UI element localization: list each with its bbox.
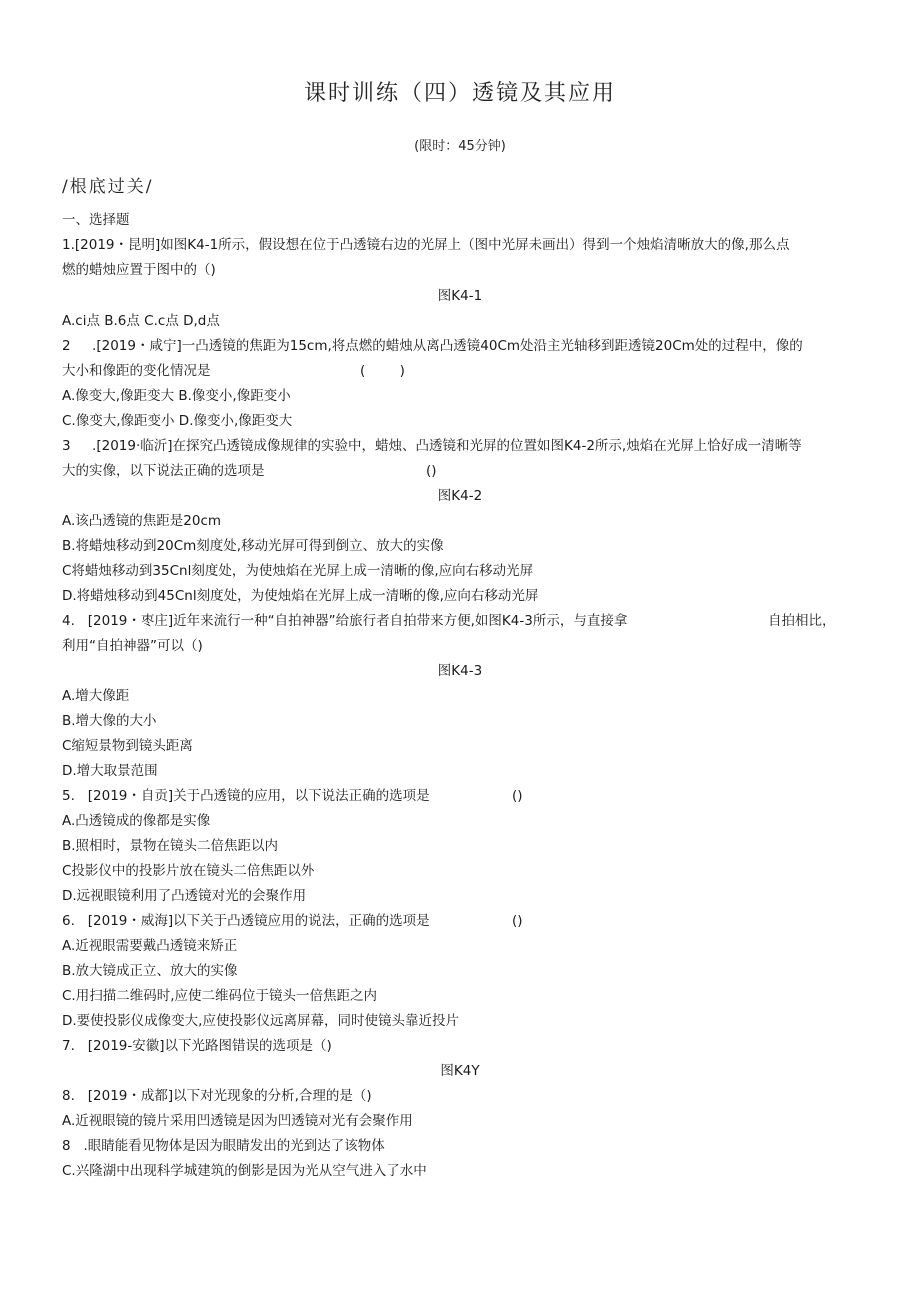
answer-bracket: () bbox=[512, 913, 523, 929]
question-4-option-a: A.增大像距 bbox=[62, 688, 130, 704]
question-4-line-1-tail: 自拍相比， bbox=[768, 613, 836, 629]
question-2-options-cd: C.像变大,像距变小 D.像变小,像距变大 bbox=[62, 413, 293, 429]
question-6-option-a: A.近视眼需要戴凸透镜来矫正 bbox=[62, 938, 238, 954]
question-5-option-d: D.远视眼镜利用了凸透镜对光的会聚作用 bbox=[62, 888, 307, 904]
question-1-options: A.ci点 B.6点 C.c点 D,d点 bbox=[62, 313, 220, 329]
question-4-option-b: B.增大像的大小 bbox=[62, 713, 157, 729]
question-3-option-d: D.将蜡烛移动到45Cnl刻度处，为使烛焰在光屏上成一清晰的像,应向右移动光屏 bbox=[62, 588, 539, 604]
question-5-option-b: B.照相时，景物在镜头二倍焦距以内 bbox=[62, 838, 279, 854]
question-7-stem: 7. [2019-安徽]以下光路图错误的选项是（) bbox=[62, 1038, 332, 1054]
question-6-option-d: D.要使投影仪成像变大,应使投影仪远离屏幕，同时使镜头靠近投片 bbox=[62, 1013, 459, 1029]
answer-bracket: () bbox=[426, 463, 437, 479]
question-2-line-1: 2 .[2019・咸宁]一凸透镜的焦距为15cm,将点燃的蜡烛从离凸透镜40Cm处沿主光轴移到距透镜20Cm处的过程中，像的 bbox=[62, 338, 803, 354]
question-2-line-2: 大小和像距的变化情况是 bbox=[62, 363, 211, 379]
question-3-option-c: C将蜡烛移动到35Cnl刻度处，为使烛焰在光屏上成一清晰的像,应向右移动光屏 bbox=[62, 563, 534, 579]
question-8-option-a: A.近视眼镜的镜片采用凹透镜是因为凹透镜对光有会聚作用 bbox=[62, 1113, 413, 1129]
question-8-option-c: C.兴隆湖中出现科学城建筑的倒影是因为光从空气进入了水中 bbox=[62, 1163, 427, 1179]
question-5-option-c: C投影仪中的投影片放在镜头二倍焦距以外 bbox=[62, 863, 315, 879]
question-5-stem: 5. [2019・自贡]关于凸透镜的应用，以下说法正确的选项是 bbox=[62, 788, 430, 804]
question-3-option-b: B.将蜡烛移动到20Cm刻度处,移动光屏可得到倒立、放大的实像 bbox=[62, 538, 444, 554]
part-heading: 一、选择题 bbox=[62, 212, 130, 228]
question-4-option-c: C缩短景物到镜头距离 bbox=[62, 738, 193, 754]
question-6-stem: 6. [2019・威海]以下关于凸透镜应用的说法，正确的选项是 bbox=[62, 913, 430, 929]
question-1-line-2: 燃的蜡烛应置于图中的（) bbox=[62, 262, 216, 278]
question-8-stem: 8. [2019・成都]以下对光现象的分析,合理的是（) bbox=[62, 1088, 372, 1104]
page-title: 课时训练（四）透镜及其应用 bbox=[303, 81, 616, 106]
question-4-line-2: 利用“自拍神器”可以（) bbox=[62, 638, 203, 654]
question-4-option-d: D.增大取景范围 bbox=[62, 763, 158, 779]
time-limit: (限时：45分钟) bbox=[414, 139, 506, 154]
figure-caption-k4-2: 图K4-2 bbox=[437, 488, 483, 504]
question-8-option-b: 8 .眼睛能看见物体是因为眼睛发出的光到达了该物体 bbox=[62, 1138, 385, 1154]
answer-bracket: ( ) bbox=[360, 363, 405, 379]
figure-caption-k4-4: 图K4Y bbox=[440, 1063, 480, 1079]
question-6-option-c: C.用扫描二维码时,应使二维码位于镜头一倍焦距之内 bbox=[62, 988, 378, 1004]
question-3-option-a: A.该凸透镜的焦距是20cm bbox=[62, 513, 222, 529]
question-3-line-1: 3 .[2019·临沂]在探究凸透镜成像规律的实验中，蜡烛、凸透镜和光屏的位置如图K4-2所示,烛焰在光屏上恰好成一清晰等 bbox=[62, 438, 802, 454]
question-5-option-a: A.凸透镜成的像都是实像 bbox=[62, 813, 211, 829]
section-heading: /根底过关/ bbox=[62, 177, 154, 197]
question-3-line-2: 大的实像，以下说法正确的选项是 bbox=[62, 463, 265, 479]
figure-caption-k4-3: 图K4-3 bbox=[437, 663, 483, 679]
question-2-options-ab: A.像变大,像距变大 B.像变小,像距变小 bbox=[62, 388, 291, 404]
answer-bracket: () bbox=[512, 788, 523, 804]
question-6-option-b: B.放大镜成正立、放大的实像 bbox=[62, 963, 238, 979]
figure-caption-k4-1: 图K4-1 bbox=[437, 288, 483, 304]
question-1-line-1: 1.[2019・昆明]如图K4-1所示，假设想在位于凸透镜右边的光屏上（图中光屏未画出）得到一个烛焰清晰放大的像,那么点 bbox=[62, 237, 790, 253]
question-4-line-1: 4. [2019・枣庄]近年来流行一种“自拍神器”给旅行者自拍带来方便,如图K4-3所示，与直接拿 bbox=[62, 613, 628, 629]
